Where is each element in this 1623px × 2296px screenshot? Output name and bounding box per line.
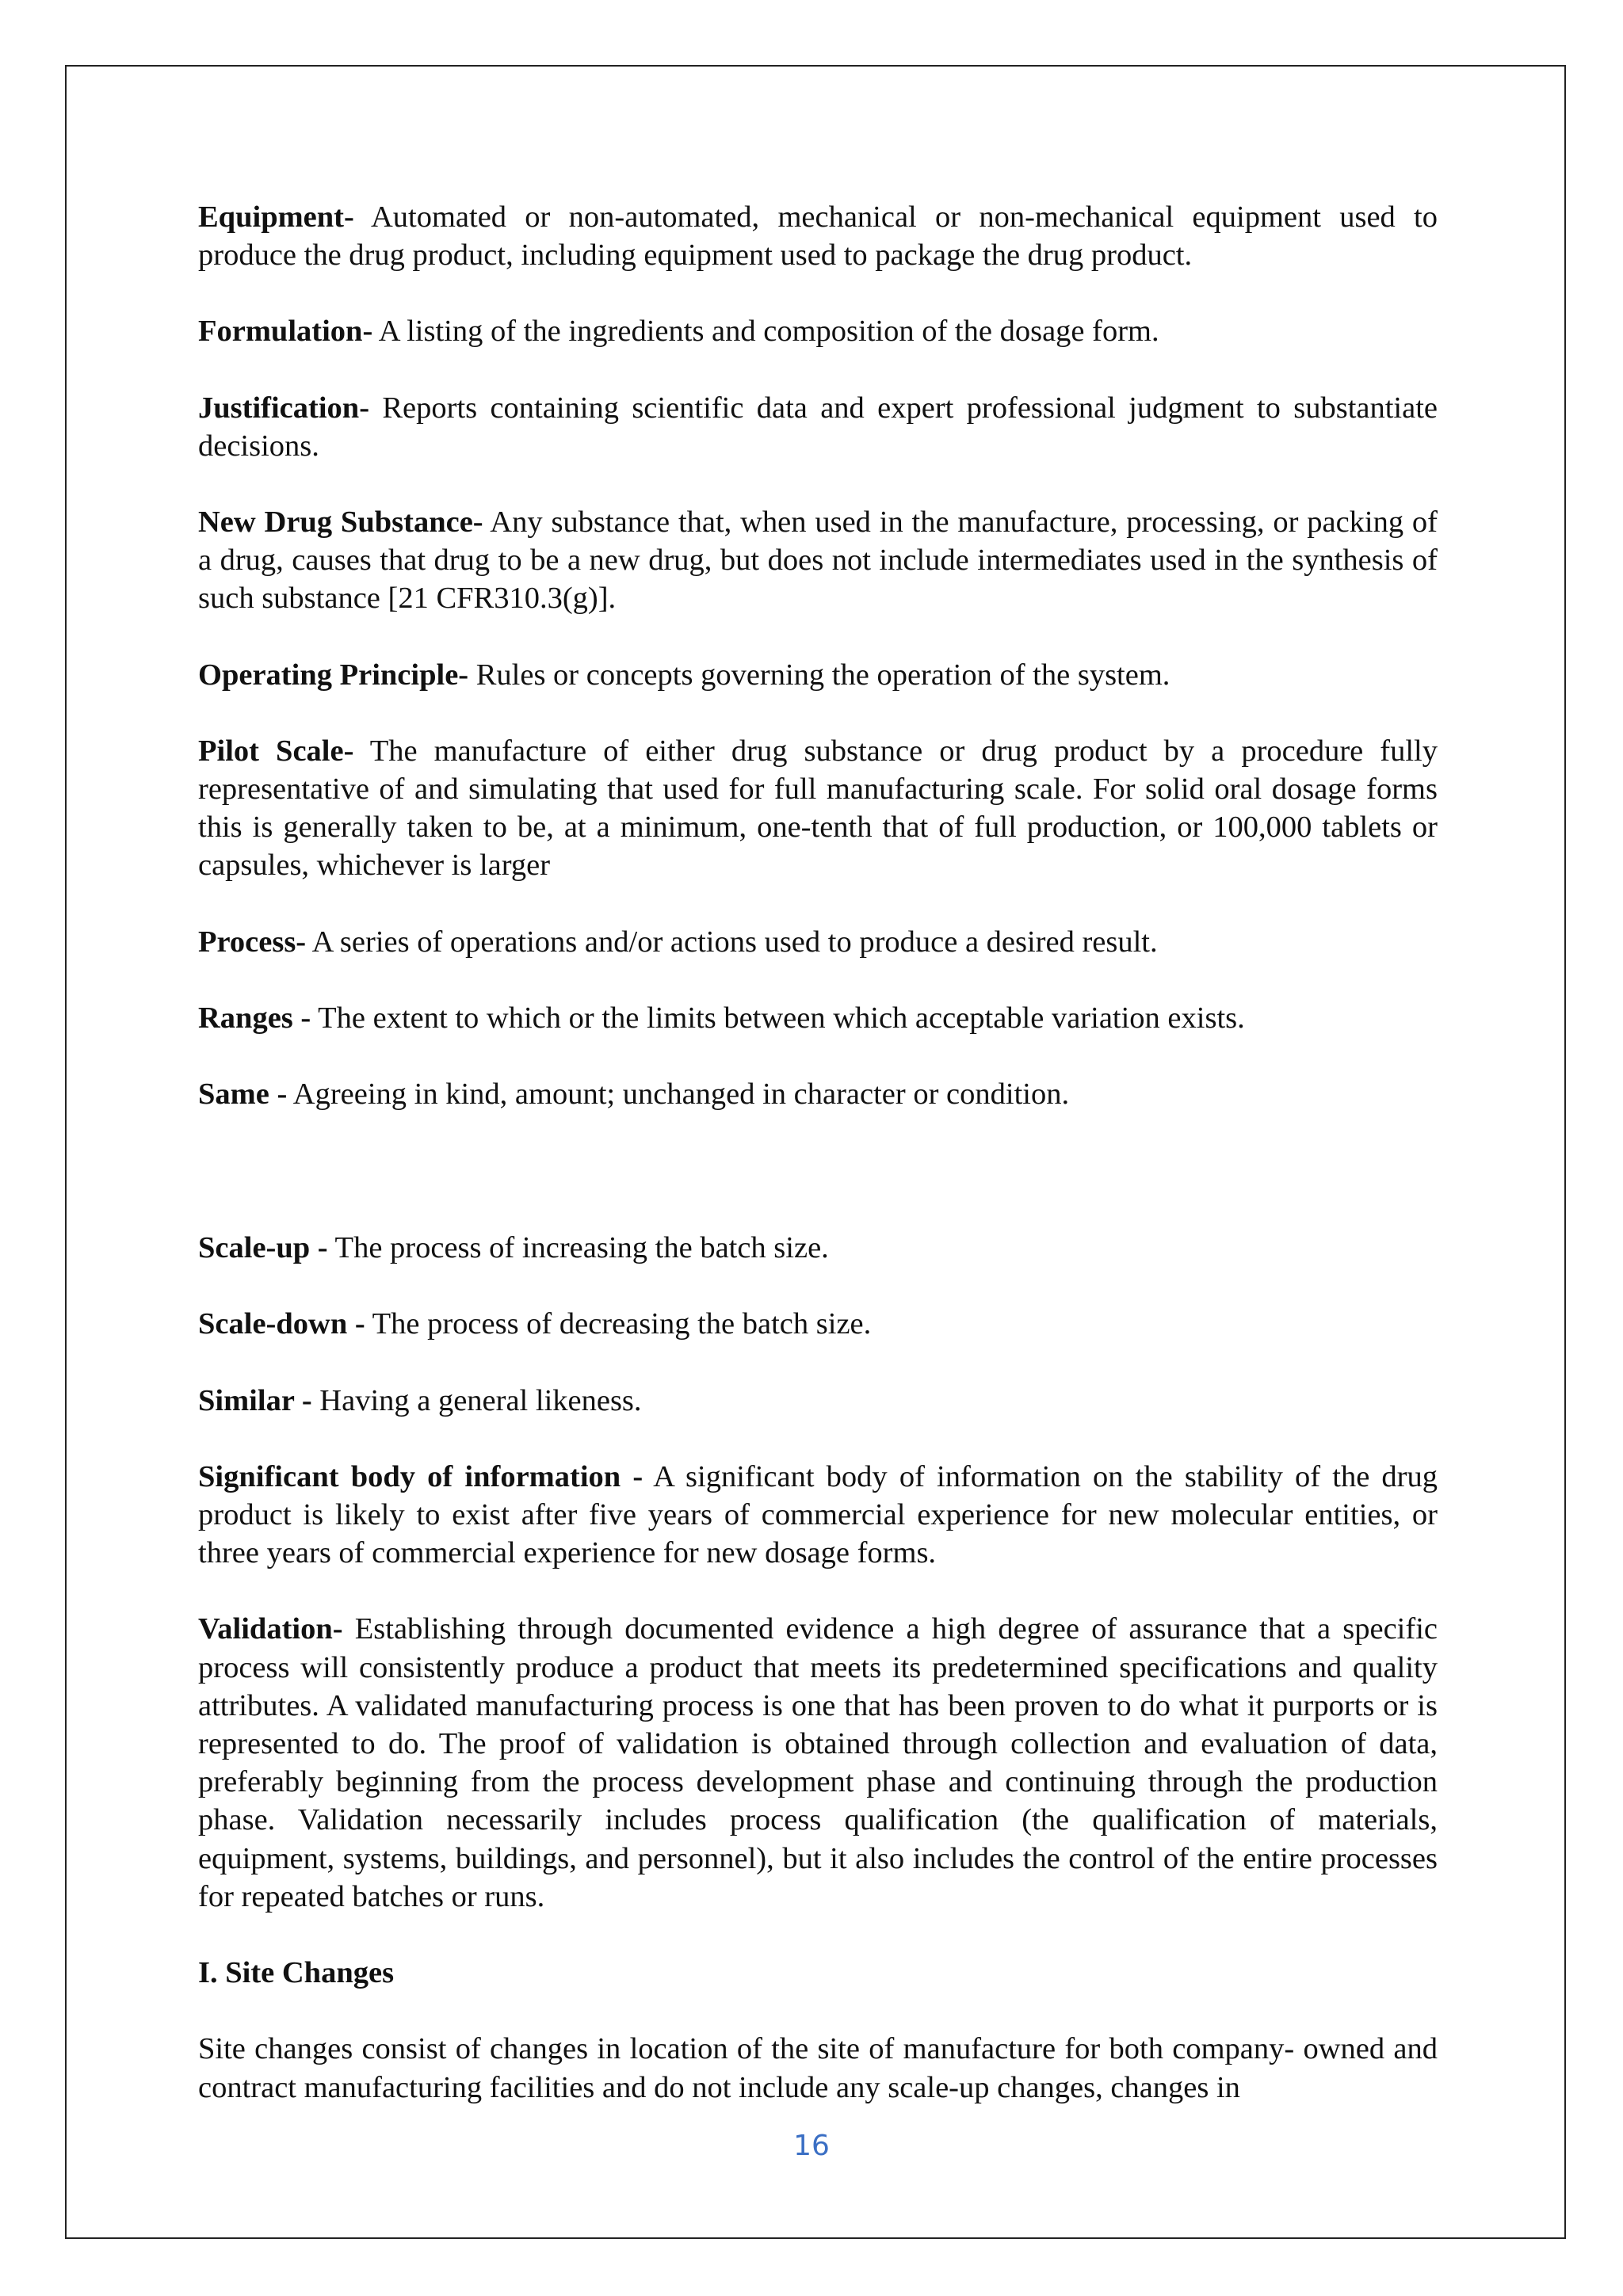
- definition-scale-up: [198, 1229, 1438, 1267]
- term-label: Similar -: [198, 1383, 312, 1417]
- definition-same: [198, 1075, 1438, 1113]
- definition-significant-body-of-information: [198, 1458, 1438, 1573]
- definition-text: Rules or concepts governing the operation of the system.: [468, 658, 1170, 692]
- definition-text: Having a general likeness.: [311, 1383, 642, 1417]
- definition-text: Agreeing in kind, amount; unchanged in character or condition.: [287, 1077, 1070, 1112]
- page-number: 16: [793, 2130, 830, 2162]
- definition-text: A series of operations and/or actions used to produce a desired result.: [306, 925, 1158, 959]
- definition-text: The extent to which or the limits between which acceptable variation exists.: [311, 1001, 1245, 1035]
- definition-equipment: [198, 198, 1438, 274]
- definition-scale-down: [198, 1305, 1438, 1343]
- term-label: Formulation-: [198, 315, 373, 349]
- definition-similar: [198, 1382, 1438, 1420]
- definition-text: Reports containing scientific data and expert professional judgment to substantiate decisions.: [198, 391, 1438, 463]
- term-label: Equipment-: [198, 200, 354, 234]
- term-label: Pilot Scale-: [198, 734, 354, 768]
- term-label: New Drug Substance-: [198, 505, 483, 540]
- definition-text: Establishing through documented evidence a high degree of assurance that a specific process will consistently produce a product that meets its predetermined specifications and quality attributes. A validated manufacturing process is one that has been proven to do what it purports or is represented to do. The proof of validation is obtained through collection and evaluation of data, preferably beginning from the process development phase and continuing through the production phase. Validation necessarily includes process qualification (the qualification of materials, equipment, systems, buildings, and personnel), but it also includes the control of the entire processes for repeated batches or runs.: [198, 1612, 1438, 1913]
- term-label: Validation-: [198, 1612, 343, 1646]
- definition-text: A significant body of information on the stability of the drug product is likely to exist after five years of commercial experience for new molecular entities, or three years of commercial experience for new dosage forms.: [198, 1459, 1438, 1570]
- definition-text: The process of decreasing the batch size.: [365, 1307, 872, 1341]
- definition-process: [198, 923, 1438, 961]
- term-label: Scale-up -: [198, 1231, 328, 1265]
- definition-text: The manufacture of either drug substance or drug product by a procedure fully representative of and simulating that used for full manufacturing scale. For solid oral dosage forms this is generally taken to be, at a minimum, one-tenth that of full production, or 100,000 tablets or capsules, whichever is larger: [198, 734, 1438, 883]
- definition-new-drug-substance: [198, 503, 1438, 618]
- definition-text: The process of increasing the batch size.: [327, 1231, 829, 1265]
- definition-operating-principle: [198, 656, 1438, 694]
- term-label: Ranges -: [198, 1001, 311, 1035]
- document-body: [198, 198, 1438, 2145]
- definition-text: A listing of the ingredients and composition of the dosage form.: [372, 315, 1159, 349]
- term-label: Justification-: [198, 391, 370, 425]
- section-paragraph: Site changes consist of changes in location of the site of manufacture for both company- owned and contract manufacturing facilities and do not include any scale-up changes, changes in: [198, 2032, 1438, 2104]
- definition-ranges: [198, 999, 1438, 1037]
- term-label: Scale-down -: [198, 1307, 365, 1341]
- definition-formulation: [198, 312, 1438, 350]
- term-label: Significant body of information -: [198, 1459, 643, 1493]
- term-label: Same -: [198, 1077, 288, 1112]
- section-heading-site-changes: I. Site Changes: [198, 1956, 395, 1990]
- term-label: Operating Principle-: [198, 658, 469, 692]
- definition-text: Any substance that, when used in the manufacture, processing, or packing of a drug, causes that drug to be a new drug, but does not include intermediates used in the synthesis of such substance [21 CFR310.3(g)].: [198, 505, 1438, 616]
- term-label: Process-: [198, 925, 307, 959]
- definition-justification: [198, 389, 1438, 465]
- definition-text: Automated or non-automated, mechanical or non-mechanical equipment used to produce the drug product, including equipment used to package the drug product.: [198, 200, 1438, 273]
- blank-gap: [198, 1151, 1438, 1229]
- definition-pilot-scale: [198, 732, 1438, 885]
- definition-validation: [198, 1610, 1438, 1916]
